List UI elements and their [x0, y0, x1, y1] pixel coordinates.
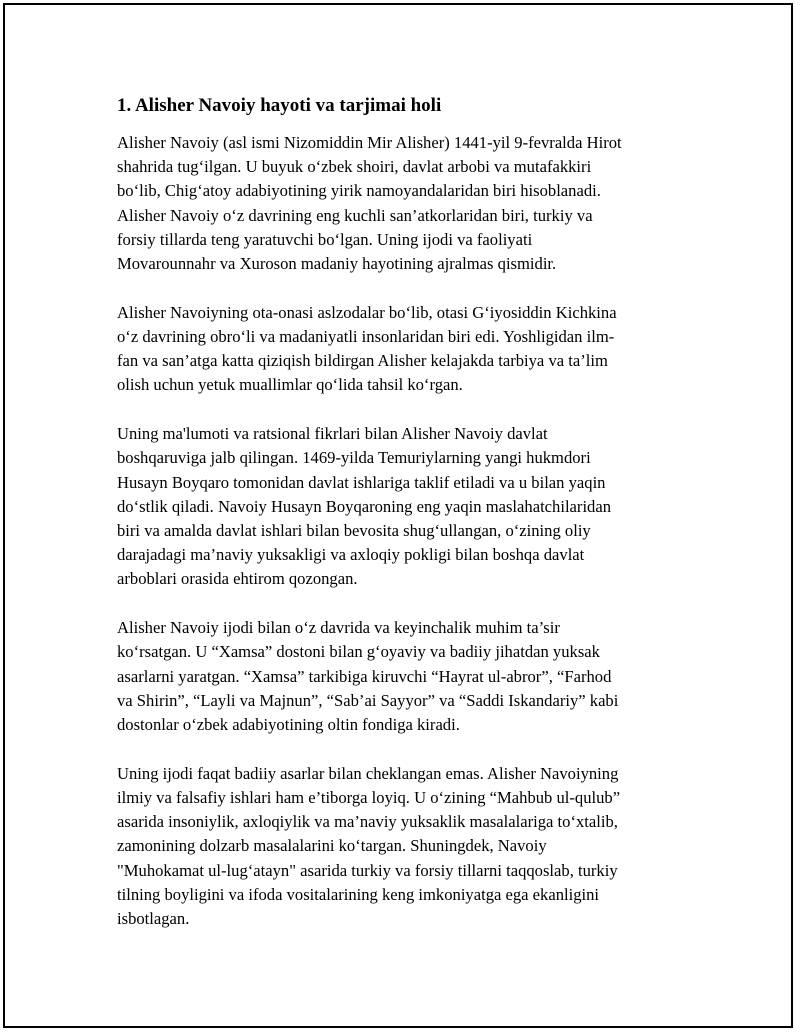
section-heading: 1. Alisher Navoiy hayoti va tarjimai holi	[117, 95, 442, 116]
text-line: "Muhokamat ul-lug‘atayn" asarida turkiy va forsiy tillarni taqqoslab, turkiy	[117, 860, 618, 880]
text-line: Uning ijodi faqat badiiy asarlar bilan cheklangan emas. Alisher Navoiyning	[117, 763, 619, 783]
paragraph-4	[117, 616, 683, 737]
text-line: asarida insoniylik, axloqiylik va ma’naviy yuksaklik masalalariga to‘xtalib,	[117, 812, 618, 832]
paragraph-3	[117, 422, 683, 591]
text-line: biri va amalda davlat ishlari bilan bevosita shug‘ullangan, o‘zining oliy	[117, 521, 591, 541]
text-line: darajadagi ma’naviy yuksakligi va axloqiy pokligi bilan boshqa davlat	[117, 545, 585, 565]
text-line: Alisher Navoiyning ota-onasi aslzodalar bo‘lib, otasi G‘iyosiddin Kichkina	[117, 302, 617, 322]
text-line: boshqaruviga jalb qilingan. 1469-yilda Temuriylarning yangi hukmdori	[117, 448, 591, 468]
text-line: ilmiy va falsafiy ishlari ham e’tiborga loyiq. U o‘zining “Mahbub ul-qulub”	[117, 788, 621, 808]
text-line: arboblari orasida ehtirom qozongan.	[117, 569, 358, 589]
text-line: Uning ma'lumoti va ratsional fikrlari bilan Alisher Navoiy davlat	[117, 424, 548, 444]
text-line: olish uchun yetuk muallimlar qo‘lida tahsil ko‘rgan.	[117, 375, 463, 395]
text-line: Alisher Navoiy ijodi bilan o‘z davrida va keyinchalik muhim ta’sir	[117, 618, 560, 638]
paragraph-2	[117, 301, 683, 398]
text-line: fan va san’atga katta qiziqish bildirgan Alisher kelajakda tarbiya va ta’lim	[117, 351, 608, 371]
text-line: isbotlagan.	[117, 909, 190, 929]
text-line: o‘z davrining obro‘li va madaniyatli insonlaridan biri edi. Yoshligidan ilm-	[117, 327, 615, 347]
paragraph-5	[117, 762, 683, 931]
text-line: bo‘lib, Chig‘atoy adabiyotining yirik namoyandalaridan biri hisoblanadi.	[117, 181, 601, 201]
document-body	[117, 94, 683, 956]
text-line: Movarounnahr va Xuroson madaniy hayotining ajralmas qismidir.	[117, 254, 557, 274]
text-line: forsiy tillarda teng yaratuvchi bo‘lgan. Uning ijodi va faoliyati	[117, 229, 533, 249]
text-line: Husayn Boyqaro tomonidan davlat ishlariga taklif etiladi va u bilan yaqin	[117, 472, 606, 492]
text-line: dostonlar o‘zbek adabiyotining oltin fondiga kiradi.	[117, 715, 460, 735]
text-line: ko‘rsatgan. U “Xamsa” dostoni bilan g‘oyaviy va badiiy jihatdan yuksak	[117, 642, 600, 662]
text-line: Alisher Navoiy o‘z davrining eng kuchli san’atkorlaridan biri, turkiy va	[117, 205, 593, 225]
text-line: do‘stlik qiladi. Navoiy Husayn Boyqaroning eng yaqin maslahatchilaridan	[117, 496, 612, 516]
text-line: tilning boyligini va ifoda vositalarining keng imkoniyatga ega ekanligini	[117, 884, 600, 904]
paragraph-1	[117, 131, 683, 276]
text-line: va Shirin”, “Layli va Majnun”, “Sab’ai Sayyor” va “Saddi Iskandariy” kabi	[117, 690, 619, 710]
text-line: shahrida tug‘ilgan. U buyuk o‘zbek shoiri, davlat arbobi va mutafakkiri	[117, 157, 592, 177]
text-line: Alisher Navoiy (asl ismi Nizomiddin Mir Alisher) 1441-yil 9-fevralda Hirot	[117, 133, 622, 152]
text-line: zamonining dolzarb masalalarini ko‘targan. Shuningdek, Navoiy	[117, 836, 547, 856]
text-line: asarlarni yaratgan. “Xamsa” tarkibiga kiruvchi “Hayrat ul-abror”, “Farhod	[117, 666, 612, 686]
